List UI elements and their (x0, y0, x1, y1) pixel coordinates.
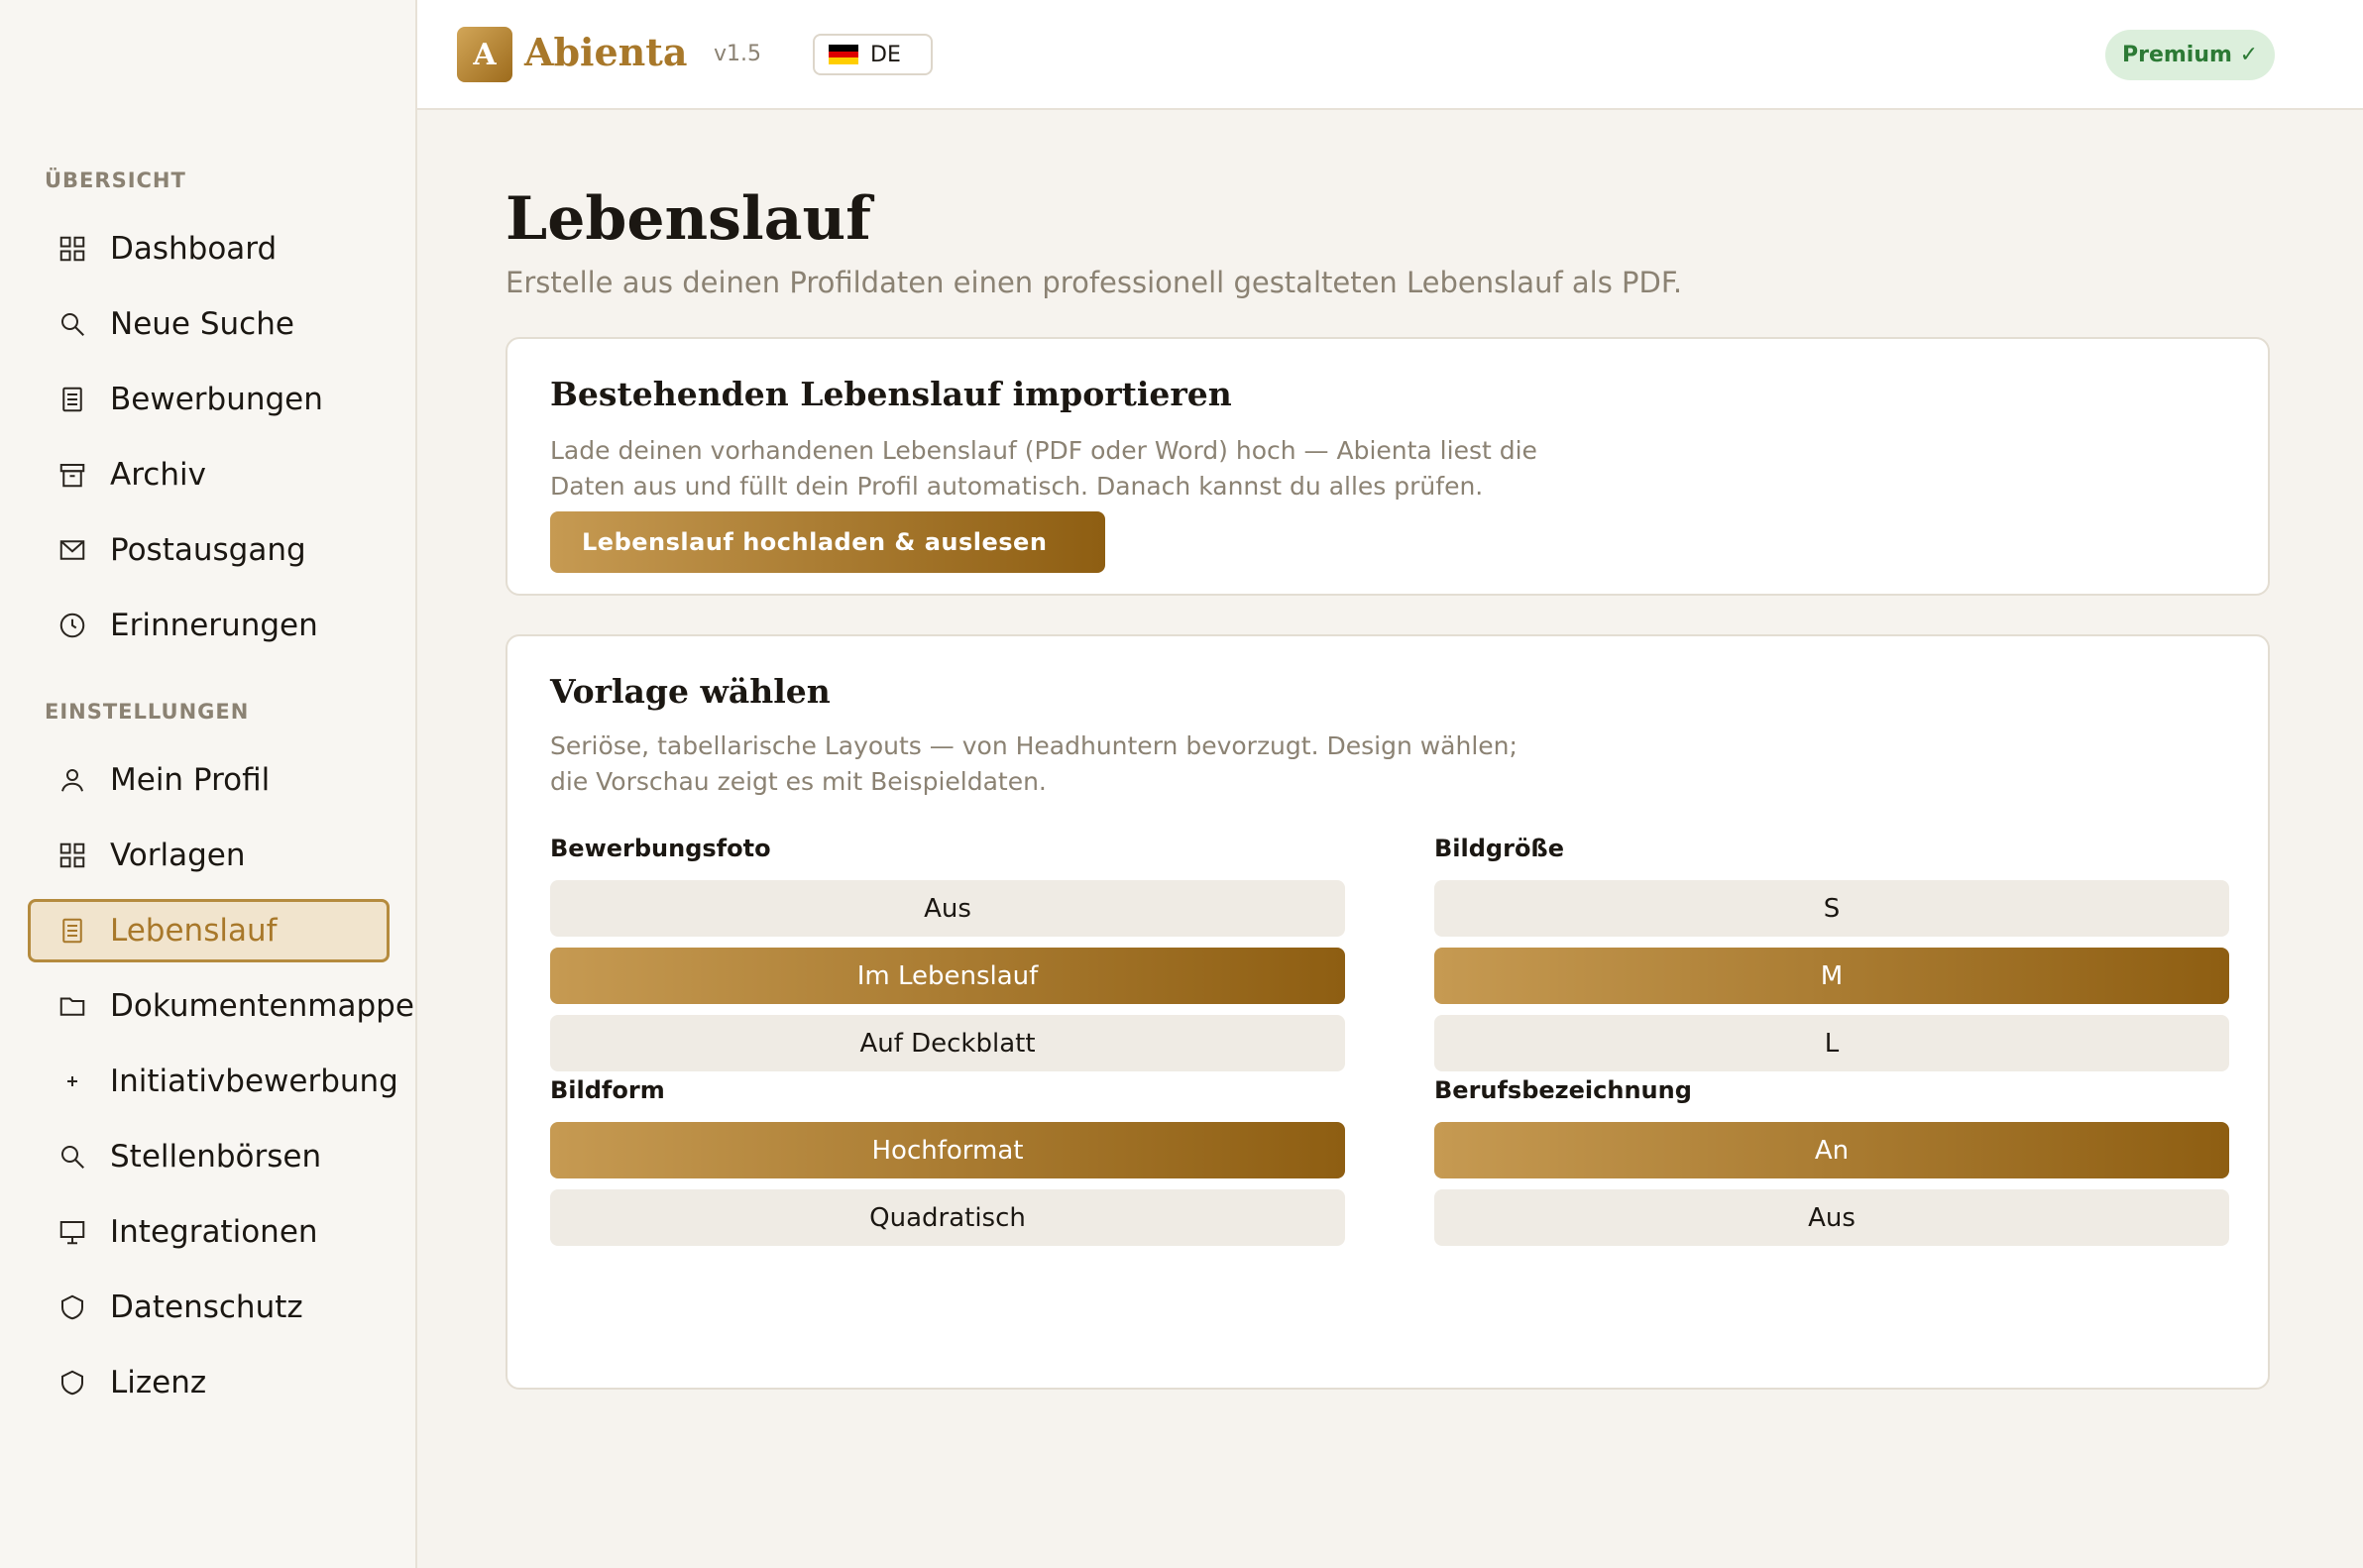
search-icon (56, 1141, 88, 1173)
logo-icon: A (457, 27, 512, 82)
sidebar-item-neue-suche[interactable] (28, 292, 390, 356)
mail-icon (56, 534, 88, 566)
grid-icon (56, 840, 88, 871)
sidebar-item-label: Integrationen (110, 1214, 318, 1250)
user-icon (56, 764, 88, 796)
shape-option-portrait[interactable]: Hochformat (550, 1122, 1345, 1178)
import-card (506, 337, 2270, 596)
plus-icon (56, 1065, 88, 1097)
sidebar-item-archiv[interactable] (28, 443, 390, 506)
sidebar-item-label: Neue Suche (110, 306, 294, 342)
folder-icon (56, 990, 88, 1022)
sidebar-item-dashboard[interactable] (28, 217, 390, 280)
import-card-title: Bestehenden Lebenslauf importieren (550, 375, 1232, 413)
german-flag-icon (829, 45, 858, 64)
import-card-description (550, 433, 1621, 504)
sidebar-item-stellenboersen[interactable] (28, 1125, 390, 1188)
page-subtitle: Erstelle aus deinen Profildaten einen professionell gestalteten Lebenslauf als PDF. (506, 266, 1683, 299)
sidebar-item-lizenz[interactable] (28, 1351, 390, 1414)
photo-option-label: Bewerbungsfoto (550, 835, 771, 862)
sidebar-item-vorlagen[interactable] (28, 824, 390, 887)
sidebar-item-datenschutz[interactable] (28, 1276, 390, 1339)
photo-option-off[interactable]: Aus (550, 880, 1345, 937)
sidebar-item-label: Stellenbörsen (110, 1139, 322, 1175)
job-title-option-on[interactable]: An (1434, 1122, 2229, 1178)
upload-cv-button[interactable]: Lebenslauf hochladen & auslesen (550, 511, 1105, 573)
shield-icon (56, 1291, 88, 1323)
top-header (417, 0, 2363, 110)
clock-icon (56, 610, 88, 641)
sidebar-item-erinnerungen[interactable] (28, 594, 390, 657)
sidebar-item-label: Dashboard (110, 231, 278, 267)
sidebar-item-dokumentenmappe[interactable] (28, 974, 414, 1038)
sidebar-item-label: Lebenslauf (110, 913, 278, 949)
sidebar-item-label: Bewerbungen (110, 382, 323, 417)
sidebar-item-label: Archiv (110, 457, 206, 493)
size-option-label: Bildgröße (1434, 835, 1564, 862)
premium-badge: Premium ✓ (2105, 30, 2275, 80)
template-card (506, 634, 2270, 1390)
sidebar-item-lebenslauf[interactable] (28, 899, 390, 962)
template-card-text-line: die Vorschau zeigt es mit Beispieldaten. (550, 767, 1047, 796)
language-code: DE (870, 42, 901, 67)
version-label: v1.5 (714, 42, 762, 66)
size-option-s[interactable]: S (1434, 880, 2229, 937)
size-option-m[interactable]: M (1434, 948, 2229, 1004)
sidebar-item-label: Dokumentenmappe (110, 988, 414, 1024)
shape-option-label: Bildform (550, 1076, 665, 1104)
sidebar (0, 0, 417, 1568)
sidebar-item-label: Datenschutz (110, 1289, 303, 1325)
sidebar-item-label: Erinnerungen (110, 608, 318, 643)
sidebar-item-label: Initiativbewerbung (110, 1064, 398, 1099)
import-card-text-line: Daten aus und füllt dein Profil automatisch. Danach kannst du alles prüfen. (550, 472, 1484, 501)
sidebar-section-overview: ÜBERSICHT (45, 168, 186, 192)
sidebar-item-bewerbungen[interactable] (28, 368, 390, 431)
shape-option-square[interactable]: Quadratisch (550, 1189, 1345, 1246)
job-title-option-off[interactable]: Aus (1434, 1189, 2229, 1246)
photo-option-cover[interactable]: Auf Deckblatt (550, 1015, 1345, 1071)
page-title: Lebenslauf (506, 184, 871, 254)
monitor-icon (56, 1216, 88, 1248)
sidebar-item-postausgang[interactable] (28, 518, 390, 582)
app-name: Abienta (524, 30, 688, 74)
document-icon (56, 915, 88, 947)
template-card-text-line: Seriöse, tabellarische Layouts — von Headhuntern bevorzugt. Design wählen; (550, 731, 1518, 760)
template-card-title: Vorlage wählen (550, 672, 831, 711)
sidebar-item-label: Vorlagen (110, 838, 246, 873)
grid-icon (56, 233, 88, 265)
sidebar-section-settings: EINSTELLUNGEN (45, 700, 250, 724)
photo-option-in-cv[interactable]: Im Lebenslauf (550, 948, 1345, 1004)
template-card-description (550, 728, 1621, 800)
sidebar-item-label: Lizenz (110, 1365, 207, 1400)
sidebar-item-mein-profil[interactable] (28, 748, 390, 812)
language-switcher[interactable] (813, 34, 933, 75)
size-option-l[interactable]: L (1434, 1015, 2229, 1071)
search-icon (56, 308, 88, 340)
archive-icon (56, 459, 88, 491)
sidebar-item-label: Mein Profil (110, 762, 271, 798)
job-title-option-label: Berufsbezeichnung (1434, 1076, 1692, 1104)
shield-icon (56, 1367, 88, 1399)
sidebar-item-integrationen[interactable] (28, 1200, 390, 1264)
document-icon (56, 384, 88, 415)
import-card-text-line: Lade deinen vorhandenen Lebenslauf (PDF oder Word) hoch — Abienta liest die (550, 436, 1537, 465)
sidebar-item-initiativbewerbung[interactable] (28, 1050, 398, 1113)
sidebar-item-label: Postausgang (110, 532, 306, 568)
